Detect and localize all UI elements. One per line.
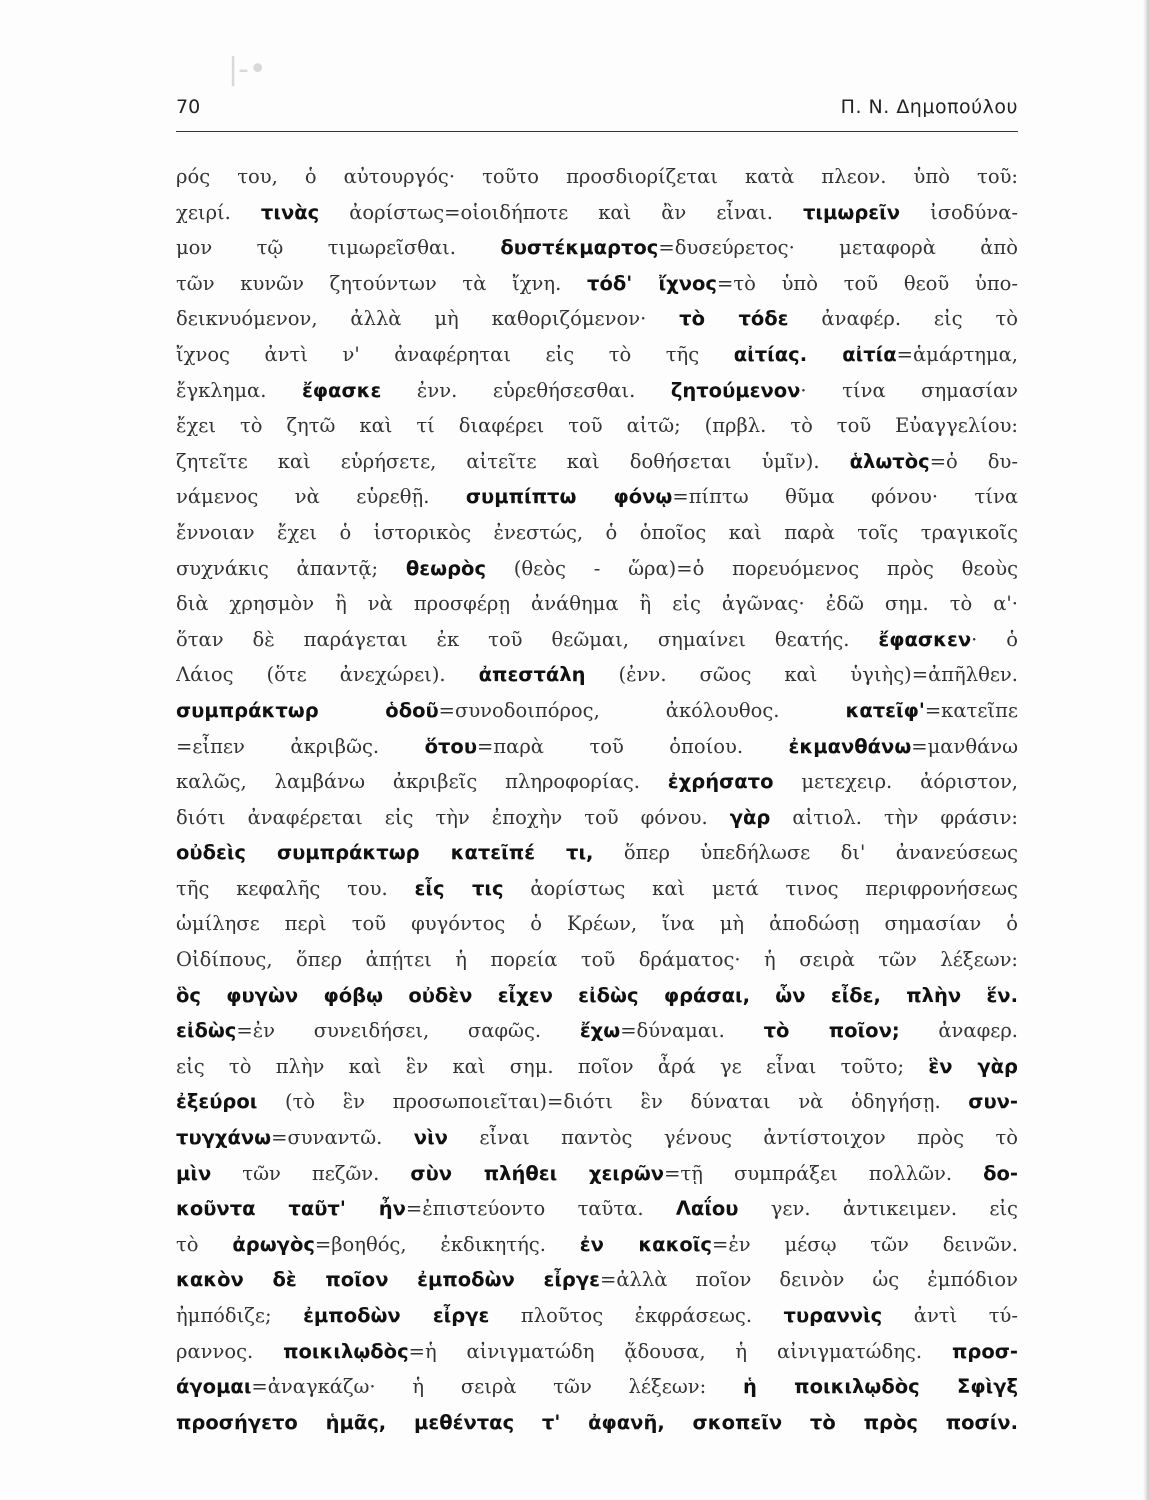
- lemma-term: νὶν: [413, 1126, 448, 1150]
- gloss-text: ἐνν. εὑρεθήσεσθαι.: [381, 378, 671, 402]
- header-rule: [176, 131, 1018, 132]
- lemma-term: ὃς φυγὼν φόβῳ οὐδὲν εἶχεν εἰδὼς φράσαι, ὧν εἶδε, πλὴν ἕν.: [176, 983, 1018, 1007]
- page-edge-shadow: [1143, 0, 1149, 1500]
- gloss-text: =συνοδοιπόρος, ἀκόλουθος.: [438, 698, 846, 722]
- gloss-text: =βοηθός, ἐκδικητής.: [314, 1232, 580, 1256]
- text-line: [176, 835, 1018, 871]
- gloss-text: ἴχνος ἀντὶ ν' ἀναφέρηται εἰς τὸ τῆς: [176, 342, 734, 366]
- lemma-term: εἷς τις: [414, 876, 504, 900]
- gloss-text: ἠμπόδιζε;: [176, 1304, 304, 1327]
- text-line: [176, 1405, 1018, 1441]
- gloss-text: μετεχειρ. ἀόριστον,: [773, 770, 1018, 794]
- lemma-term: ἐν κακοῖς: [579, 1232, 712, 1256]
- lemma-term: ἐξεύροι: [176, 1090, 258, 1114]
- text-line: [176, 479, 1018, 515]
- text-line: [176, 978, 1018, 1014]
- lemma-term: προσήγετο ἡμᾶς, μεθέντας τ' ἀφανῆ, σκοπεῖν τὸ πρὸς ποσίν.: [176, 1410, 1018, 1434]
- lemma-term: γὰρ: [729, 805, 771, 829]
- lemma-term: μὶν: [176, 1161, 212, 1185]
- gloss-text: =παρὰ τοῦ ὁποίου.: [477, 734, 789, 758]
- gloss-text: =τὸ ὑπὸ τοῦ θεοῦ ὑπο-: [716, 271, 1018, 295]
- text-line: [176, 1227, 1018, 1263]
- text-line: [176, 942, 1018, 978]
- gloss-text: =ἀναγκάζω· ἡ σειρὰ τῶν λέξεων:: [251, 1375, 743, 1399]
- text-line: [176, 1298, 1018, 1334]
- lemma-term: δο-: [983, 1161, 1018, 1185]
- gloss-text: ἀναφέρ. εἰς τὸ: [788, 307, 1018, 331]
- lemma-term: ὅτου: [424, 734, 477, 758]
- gloss-text: (θεὸς - ὥρα)=ὁ πορευόμενος πρὸς θεοὺς: [486, 556, 1018, 580]
- gloss-text: εἰς τὸ πλὴν καὶ ἓν καὶ σημ. ποῖον ἆρά γε εἶναι τοῦτο;: [176, 1054, 929, 1078]
- lemma-term: ἐμποδὼν εἶργε: [303, 1304, 490, 1327]
- lemma-term: τινὰς: [260, 200, 320, 224]
- lemma-term: συν-: [968, 1090, 1018, 1114]
- gloss-text: ραννος.: [176, 1339, 284, 1363]
- gloss-text: ὅπερ ὑπεδήλωσε δι' ἀνανεύσεως: [593, 841, 1018, 865]
- gloss-text: πλοῦτος ἐκφράσεως.: [489, 1304, 784, 1327]
- text-line: [176, 373, 1018, 409]
- gloss-text: =εἶπεν ἀκριβῶς.: [176, 734, 425, 758]
- gloss-text: ἰσοδύνα-: [900, 200, 1018, 224]
- text-line: [176, 1369, 1018, 1405]
- lemma-term: οὐδεὶς συμπράκτωρ κατεῖπέ τι,: [176, 841, 594, 865]
- gloss-text: αἰτιολ. τὴν φράσιν:: [770, 805, 1018, 829]
- lemma-term: ποικιλῳδὸς: [283, 1339, 409, 1363]
- text-line: [176, 1084, 1018, 1120]
- gloss-text: συχνάκις ἀπαντᾷ;: [176, 556, 406, 580]
- gloss-text: · ὁ: [971, 627, 1018, 651]
- gloss-text: =ἀλλὰ ποῖον δεινὸν ὡς ἐμπόδιον: [600, 1268, 1018, 1292]
- gloss-text: ὅταν δὲ παράγεται ἐκ τοῦ θεῶμαι, σημαίνει θεατής.: [176, 627, 879, 651]
- gloss-text: εἶναι παντὸς γένους ἀντίστοιχον πρὸς τὸ: [447, 1126, 1018, 1150]
- running-header: [176, 96, 1018, 132]
- lemma-term: εἰδὼς: [176, 1019, 237, 1043]
- lemma-term: συμπράκτωρ ὁδοῦ: [176, 698, 439, 722]
- lemma-term: κατεῖφ': [845, 698, 925, 722]
- gloss-text: γεν. ἀντικειμεν. εἰς: [738, 1197, 1018, 1221]
- gloss-text: ἀναφερ.: [899, 1019, 1018, 1043]
- lemma-term: ἡ ποικιλῳδὸς Σφὶγξ: [742, 1375, 1018, 1399]
- gloss-text: =συναντῶ.: [271, 1126, 414, 1150]
- commentary-text: [176, 159, 1018, 1440]
- lemma-term: ἁλωτὸς: [849, 449, 930, 473]
- gloss-text: (ἐνν. σῶος καὶ ὑγιὴς)=ἀπῆλθεν.: [585, 663, 1018, 687]
- lemma-term: συμπίπτω φόνῳ: [465, 485, 673, 509]
- gloss-text: νάμενος νὰ εὑρεθῇ.: [176, 485, 466, 509]
- text-line: [176, 1156, 1018, 1192]
- gloss-text: · τίνα σημασίαν: [800, 378, 1018, 402]
- text-line: [176, 871, 1018, 907]
- lemma-term: προσ-: [951, 1339, 1018, 1363]
- lemma-term: τυγχάνω: [176, 1126, 272, 1150]
- lemma-term: σὺν πλήθει χειρῶν: [410, 1161, 665, 1185]
- lemma-term: ἐκμανθάνω: [788, 734, 912, 758]
- gloss-text: =κατεῖπε: [924, 698, 1018, 722]
- gloss-text: τῶν κυνῶν ζητούντων τὰ ἴχνη.: [176, 271, 588, 295]
- gloss-text: =πίπτω θῦμα φόνου· τίνα: [672, 485, 1018, 509]
- gloss-text: =ἐπιστεύοντο ταῦτα.: [405, 1197, 676, 1221]
- gloss-text: τῶν πεζῶν.: [211, 1161, 411, 1185]
- text-line: [176, 230, 1018, 266]
- lemma-term: τὸ ποῖον;: [763, 1019, 900, 1043]
- lemma-term: κοῦντα ταῦτ' ἦν: [176, 1197, 406, 1221]
- gloss-text: δεικνυόμενον, ἀλλὰ μὴ καθοριζόμενον·: [176, 307, 680, 331]
- gloss-text: =ἐν μέσῳ τῶν δεινῶν.: [711, 1232, 1018, 1256]
- text-line: [176, 266, 1018, 302]
- lemma-term: ἀρωγὸς: [232, 1232, 315, 1256]
- gloss-text: =μανθάνω: [911, 734, 1018, 758]
- gloss-text: =ἐν συνειδήσει, σαφῶς.: [236, 1019, 580, 1043]
- text-line: [176, 1262, 1018, 1298]
- lemma-term: ἔχω: [579, 1019, 621, 1043]
- text-line: [176, 764, 1018, 800]
- gloss-text: Οἰδίπους, ὅπερ ἀπῄτει ἡ πορεία τοῦ δράματος· ἡ σειρὰ τῶν λέξεων:: [176, 948, 1018, 972]
- text-line: [176, 800, 1018, 836]
- lemma-term: ἀπεστάλη: [478, 663, 586, 687]
- text-line: [176, 551, 1018, 587]
- text-line: [176, 159, 1018, 195]
- lemma-term: ἓν γὰρ: [928, 1054, 1018, 1078]
- gloss-text: ἀορίστως καὶ μετά τινος περιφρονήσεως: [503, 876, 1018, 900]
- running-author: Π. Ν. Δημοπούλου: [840, 96, 1018, 118]
- lemma-term: αἰτίας. αἰτία: [733, 342, 897, 366]
- lemma-term: τόδ' ἴχνος: [587, 271, 717, 295]
- gloss-text: =ἁμάρτημα,: [896, 342, 1018, 366]
- text-line: [176, 1013, 1018, 1049]
- text-line: [176, 906, 1018, 942]
- gloss-text: ζητεῖτε καὶ εὑρήσετε, αἰτεῖτε καὶ δοθήσεται ὑμῖν).: [176, 449, 850, 473]
- gloss-text: διότι ἀναφέρεται εἰς τὴν ἐποχὴν τοῦ φόνου.: [176, 805, 730, 829]
- text-line: [176, 1120, 1018, 1156]
- text-line: [176, 515, 1018, 551]
- lemma-term: κακὸν δὲ ποῖον ἐμποδὼν εἶργε: [176, 1268, 601, 1292]
- gloss-text: =δύναμαι.: [620, 1019, 764, 1043]
- text-line: [176, 337, 1018, 373]
- text-line: [176, 1191, 1018, 1227]
- gloss-text: ὡμίλησε περὶ τοῦ φυγόντος ὁ Κρέων, ἵνα μὴ ἀποδώσῃ σημασίαν ὁ: [176, 912, 1018, 936]
- text-line: [176, 586, 1018, 622]
- lemma-term: Λαΐου: [675, 1197, 739, 1221]
- lemma-term: ἐχρήσατο: [667, 770, 774, 794]
- gloss-text: χειρί.: [176, 200, 261, 224]
- gloss-text: ρός του, ὁ αὐτουργός· τοῦτο προσδιορίζεται κατὰ πλεον. ὑπὸ τοῦ:: [176, 165, 1018, 188]
- text-line: [176, 1334, 1018, 1370]
- text-line: [176, 1049, 1018, 1085]
- gloss-text: ἔννοιαν ἔχει ὁ ἱστορικὸς ἐνεστώς, ὁ ὁποῖος καὶ παρὰ τοῖς τραγικοῖς: [176, 520, 1018, 544]
- gloss-text: ἀντὶ τύ-: [882, 1304, 1018, 1327]
- lemma-term: ζητούμενον: [670, 378, 801, 402]
- gloss-text: ἔγκλημα.: [176, 378, 302, 402]
- lemma-term: ἔφασκε: [301, 378, 382, 402]
- lemma-term: τὸ τόδε: [679, 307, 789, 331]
- gloss-text: καλῶς, λαμβάνω ἀκριβεῖς πληροφορίας.: [176, 770, 668, 794]
- text-line: [176, 301, 1018, 337]
- gloss-text: ἀορίστως=οἱοιδήποτε καὶ ἂν εἶναι.: [319, 200, 803, 224]
- text-line: [176, 622, 1018, 658]
- gloss-text: ἔχει τὸ ζητῶ καὶ τί διαφέρει τοῦ αἰτῶ; (πρβλ. τὸ τοῦ Εὐαγγελίου:: [176, 414, 1018, 438]
- lemma-term: ἔφασκεν: [878, 627, 972, 651]
- lemma-term: τυραννὶς: [783, 1304, 883, 1327]
- page-number: 70: [176, 96, 201, 118]
- gloss-text: (τὸ ἓν προσωποιεῖται)=διότι ἓν δύναται νὰ ὁδηγήσῃ.: [257, 1090, 969, 1114]
- gloss-text: μον τῷ τιμωρεῖσθαι.: [176, 236, 501, 260]
- margin-pencil-mark: |-•: [228, 52, 267, 87]
- text-line: [176, 408, 1018, 444]
- gloss-text: τῆς κεφαλῆς του.: [176, 876, 415, 900]
- gloss-text: =ἡ αἰνιγματώδη ᾄδουσα, ἡ αἰνιγματώδης.: [408, 1339, 952, 1363]
- gloss-text: =τῇ συμπράξει πολλῶν.: [664, 1161, 984, 1185]
- text-line: [176, 444, 1018, 480]
- lemma-term: τιμωρεῖν: [802, 200, 901, 224]
- gloss-text: =ὁ δυ-: [929, 449, 1018, 473]
- gloss-text: Λάιος (ὅτε ἀνεχώρει).: [176, 663, 479, 687]
- text-line: [176, 657, 1018, 693]
- lemma-term: άγομαι: [176, 1375, 252, 1399]
- text-line: [176, 729, 1018, 765]
- text-line: [176, 195, 1018, 231]
- gloss-text: =δυσεύρετος· μεταφορὰ ἀπὸ: [658, 236, 1018, 260]
- text-line: [176, 693, 1018, 729]
- gloss-text: τὸ: [176, 1232, 233, 1256]
- gloss-text: διὰ χρησμὸν ἢ νὰ προσφέρῃ ἀνάθημα ἢ εἰς ἀγῶνας· ἐδῶ σημ. τὸ α'·: [176, 592, 1018, 616]
- lemma-term: θεωρὸς: [405, 556, 487, 580]
- lemma-term: δυστέκμαρτος: [500, 236, 659, 260]
